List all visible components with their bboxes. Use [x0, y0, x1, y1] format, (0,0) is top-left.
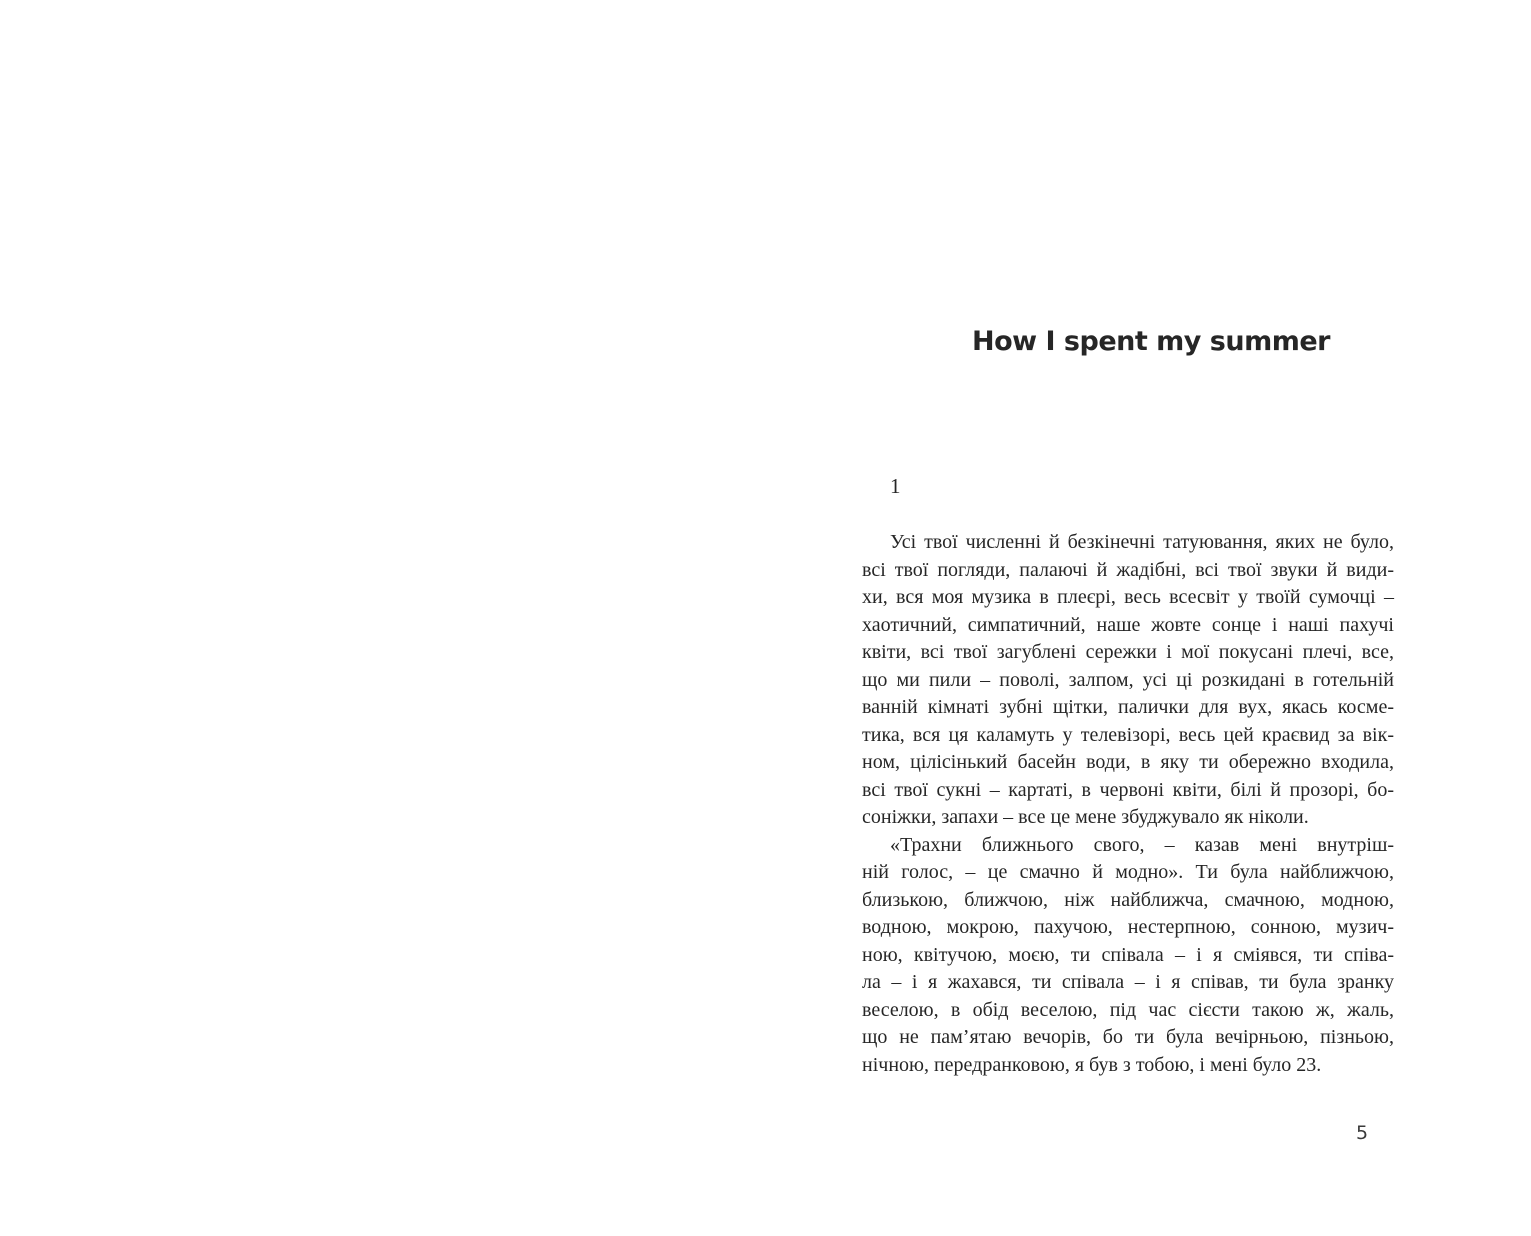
text-line: нічною, передранковою, я був з тобою, і мені було 23. [862, 1053, 1322, 1076]
text-line: всі твої сукні – картаті, в червоні квіти, білі й прозорі, бо- [862, 778, 1394, 801]
text-line: веселою, в обід веселою, під час сієсти такою ж, жаль, [862, 998, 1394, 1021]
text-line: ною, квітучою, моєю, ти співала – і я сміявся, ти співа- [862, 943, 1394, 966]
text-line: Усі твої численні й безкінечні татуювання, яких не було, [890, 531, 1394, 553]
text-line: хаотичний, симпатичний, наше жовте сонце і наші пахучі [862, 613, 1394, 636]
text-line: ній голос, – це смачно й модно». Ти була найближчою, [862, 861, 1394, 883]
text-line: водною, мокрою, пахучою, нестерпною, сонною, музич- [862, 916, 1394, 938]
text-line: «Трахни ближнього свого, – казав мені внутріш- [890, 833, 1394, 856]
text-line: що не пам’ятаю вечорів, бо ти була вечірньою, пізньою, [862, 1026, 1394, 1048]
text-line: квіти, всі твої загублені сережки і мої покусані плечі, все, [862, 641, 1394, 663]
text-line: близькою, ближчою, ніж найближча, смачною, модною, [862, 888, 1394, 911]
right-page [765, 0, 1531, 1236]
body-text [862, 529, 1394, 1079]
left-page-blank [0, 0, 765, 1236]
text-line: тика, вся ця каламуть у телевізорі, весь цей краєвид за вік- [862, 723, 1394, 746]
paragraph-2 [862, 832, 1394, 1080]
paragraph-1 [862, 529, 1394, 832]
page-number: 5 [1356, 1122, 1369, 1144]
section-number: 1 [890, 474, 901, 498]
text-line: ном, цілісінький басейн води, в яку ти обережно входила, [862, 751, 1394, 773]
text-line: хи, вся моя музика в плеєрі, весь всесвіт у твоїй сумочці – [862, 586, 1394, 608]
text-line: соніжки, запахи – все це мене збуджувало як ніколи. [862, 806, 1309, 828]
text-line: що ми пили – поволі, залпом, усі ці розкидані в готельній [862, 668, 1394, 691]
text-line: ла – і я жахався, ти співала – і я співав, ти була зранку [862, 971, 1394, 993]
text-line: всі твої погляди, палаючі й жадібні, всі твої звуки й види- [862, 558, 1394, 581]
text-line: ванній кімнаті зубні щітки, палички для вух, якась косме- [862, 696, 1394, 718]
chapter-title: How I spent my summer [972, 326, 1330, 357]
